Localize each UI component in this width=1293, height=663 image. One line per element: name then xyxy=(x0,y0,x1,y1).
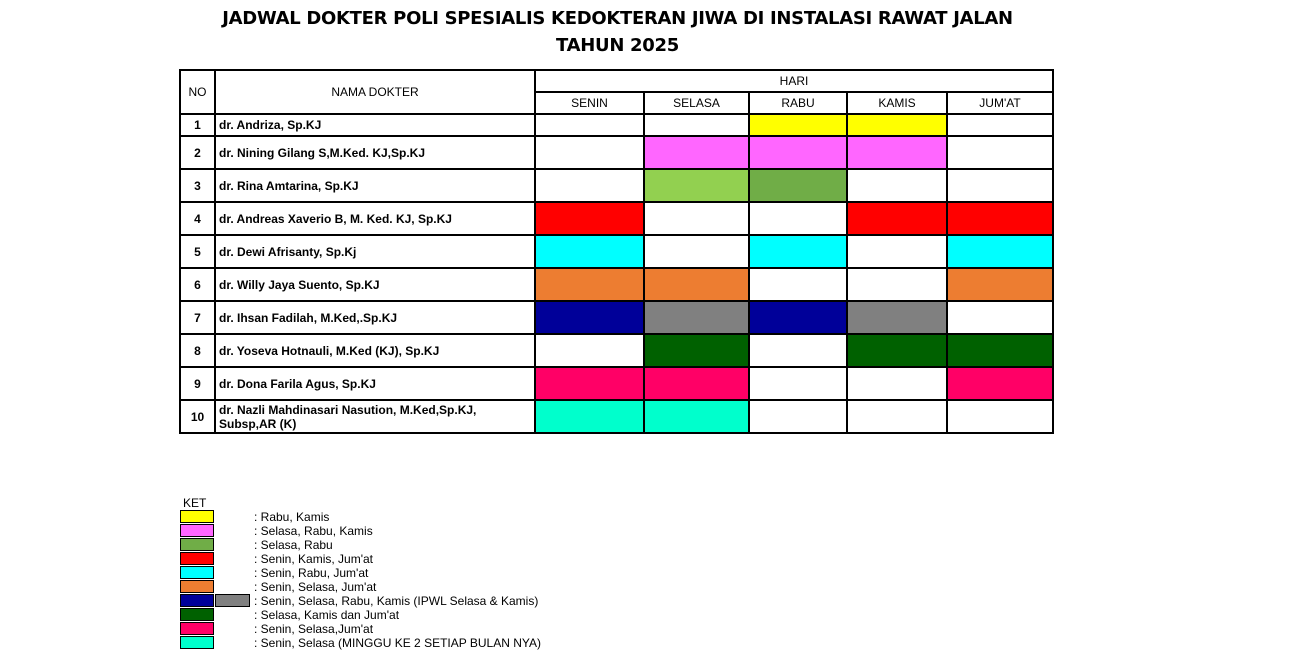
legend-text: : Selasa, Rabu, Kamis xyxy=(254,524,373,538)
legend-text: : Senin, Rabu, Jum'at xyxy=(254,566,369,580)
schedule-cell-selasa xyxy=(644,114,749,136)
legend-text: : Senin, Kamis, Jum'at xyxy=(254,552,374,566)
doctor-name: dr. Nazli Mahdinasari Nasution, M.Ked,Sp.KJ, Subsp,AR (K) xyxy=(215,400,535,433)
legend-swatch-secondary xyxy=(215,594,250,607)
header-day: KAMIS xyxy=(847,92,947,114)
row-number: 9 xyxy=(180,367,215,400)
row-number: 7 xyxy=(180,301,215,334)
schedule-cell-kamis xyxy=(847,114,947,136)
header-day: JUM'AT xyxy=(947,92,1053,114)
legend-swatch xyxy=(180,524,214,537)
legend-text: : Senin, Selasa, Rabu, Kamis (IPWL Selasa & Kamis) xyxy=(254,594,539,608)
schedule-cell-kamis xyxy=(847,367,947,400)
schedule-cell-kamis xyxy=(847,202,947,235)
legend-text: : Selasa, Rabu xyxy=(254,538,333,552)
legend-swatch xyxy=(180,566,214,579)
schedule-cell-rabu xyxy=(749,136,847,169)
schedule-cell-selasa xyxy=(644,400,749,433)
legend-swatch xyxy=(180,552,214,565)
schedule-cell-rabu xyxy=(749,367,847,400)
schedule-cell-senin xyxy=(535,268,644,301)
schedule-cell-senin xyxy=(535,169,644,202)
schedule-cell-jumat xyxy=(947,367,1053,400)
schedule-cell-kamis xyxy=(847,136,947,169)
schedule-cell-senin xyxy=(535,202,644,235)
schedule-table xyxy=(179,69,1054,434)
row-number: 4 xyxy=(180,202,215,235)
table-row xyxy=(180,114,1053,136)
doctor-name: dr. Ihsan Fadilah, M.Ked,.Sp.KJ xyxy=(215,301,535,334)
schedule-cell-selasa xyxy=(644,301,749,334)
header-name: NAMA DOKTER xyxy=(215,70,535,114)
legend-text: : Senin, Selasa (MINGGU KE 2 SETIAP BULAN NYA) xyxy=(254,636,541,650)
header-hari: HARI xyxy=(535,70,1053,92)
schedule-cell-selasa xyxy=(644,136,749,169)
row-number: 3 xyxy=(180,169,215,202)
schedule-cell-rabu xyxy=(749,268,847,301)
header-no: NO xyxy=(180,70,215,114)
schedule-cell-kamis xyxy=(847,268,947,301)
schedule-cell-senin xyxy=(535,367,644,400)
schedule-cell-jumat xyxy=(947,235,1053,268)
schedule-cell-jumat xyxy=(947,202,1053,235)
row-number: 1 xyxy=(180,114,215,136)
legend-text: : Senin, Selasa, Jum'at xyxy=(254,580,377,594)
legend-text: : Selasa, Kamis dan Jum'at xyxy=(254,608,400,622)
legend-swatch xyxy=(180,594,214,607)
table-row xyxy=(180,301,1053,334)
page-title: JADWAL DOKTER POLI SPESIALIS KEDOKTERAN JIWA DI INSTALASI RAWAT JALAN xyxy=(222,8,1013,29)
header-day: RABU xyxy=(749,92,847,114)
schedule-cell-selasa xyxy=(644,367,749,400)
schedule-cell-senin xyxy=(535,114,644,136)
schedule-cell-rabu xyxy=(749,202,847,235)
schedule-cell-jumat xyxy=(947,268,1053,301)
row-number: 10 xyxy=(180,400,215,433)
schedule-cell-senin xyxy=(535,235,644,268)
schedule-cell-senin xyxy=(535,301,644,334)
table-row xyxy=(180,334,1053,367)
schedule-cell-jumat xyxy=(947,400,1053,433)
schedule-cell-jumat xyxy=(947,301,1053,334)
header-day: SENIN xyxy=(535,92,644,114)
doctor-name: dr. Yoseva Hotnauli, M.Ked (KJ), Sp.KJ xyxy=(215,334,535,367)
schedule-cell-senin xyxy=(535,334,644,367)
table-row xyxy=(180,367,1053,400)
row-number: 8 xyxy=(180,334,215,367)
schedule-cell-rabu xyxy=(749,400,847,433)
table-row xyxy=(180,202,1053,235)
legend-swatch xyxy=(180,622,214,635)
schedule-cell-selasa xyxy=(644,334,749,367)
legend-swatch xyxy=(180,510,214,523)
table-row xyxy=(180,235,1053,268)
schedule-cell-kamis xyxy=(847,169,947,202)
schedule-cell-kamis xyxy=(847,301,947,334)
row-number: 2 xyxy=(180,136,215,169)
schedule-cell-jumat xyxy=(947,136,1053,169)
schedule-cell-jumat xyxy=(947,169,1053,202)
schedule-cell-senin xyxy=(535,400,644,433)
header-day: SELASA xyxy=(644,92,749,114)
legend-swatch xyxy=(180,580,214,593)
legend-text: : Rabu, Kamis xyxy=(254,510,330,524)
table-row xyxy=(180,136,1053,169)
schedule-cell-selasa xyxy=(644,202,749,235)
legend-label: KET xyxy=(183,496,207,510)
schedule-cell-rabu xyxy=(749,114,847,136)
page-subtitle: TAHUN 2025 xyxy=(556,35,679,56)
schedule-cell-rabu xyxy=(749,334,847,367)
doctor-name: dr. Dona Farila Agus, Sp.KJ xyxy=(215,367,535,400)
legend-swatch xyxy=(180,636,214,649)
doctor-name: dr. Rina Amtarina, Sp.KJ xyxy=(215,169,535,202)
schedule-cell-kamis xyxy=(847,400,947,433)
schedule-cell-senin xyxy=(535,136,644,169)
schedule-cell-rabu xyxy=(749,169,847,202)
doctor-name: dr. Nining Gilang S,M.Ked. KJ,Sp.KJ xyxy=(215,136,535,169)
schedule-cell-selasa xyxy=(644,169,749,202)
table-row xyxy=(180,169,1053,202)
doctor-name: dr. Willy Jaya Suento, Sp.KJ xyxy=(215,268,535,301)
schedule-cell-jumat xyxy=(947,334,1053,367)
doctor-name: dr. Dewi Afrisanty, Sp.Kj xyxy=(215,235,535,268)
row-number: 5 xyxy=(180,235,215,268)
table-row xyxy=(180,268,1053,301)
schedule-cell-rabu xyxy=(749,235,847,268)
schedule-cell-selasa xyxy=(644,235,749,268)
schedule-cell-rabu xyxy=(749,301,847,334)
legend-text: : Senin, Selasa,Jum'at xyxy=(254,622,374,636)
legend-swatch xyxy=(180,538,214,551)
schedule-cell-jumat xyxy=(947,114,1053,136)
doctor-name: dr. Andriza, Sp.KJ xyxy=(215,114,535,136)
schedule-cell-selasa xyxy=(644,268,749,301)
schedule-cell-kamis xyxy=(847,334,947,367)
schedule-cell-kamis xyxy=(847,235,947,268)
legend-swatch xyxy=(180,608,214,621)
row-number: 6 xyxy=(180,268,215,301)
table-row xyxy=(180,400,1053,433)
doctor-name: dr. Andreas Xaverio B, M. Ked. KJ, Sp.KJ xyxy=(215,202,535,235)
